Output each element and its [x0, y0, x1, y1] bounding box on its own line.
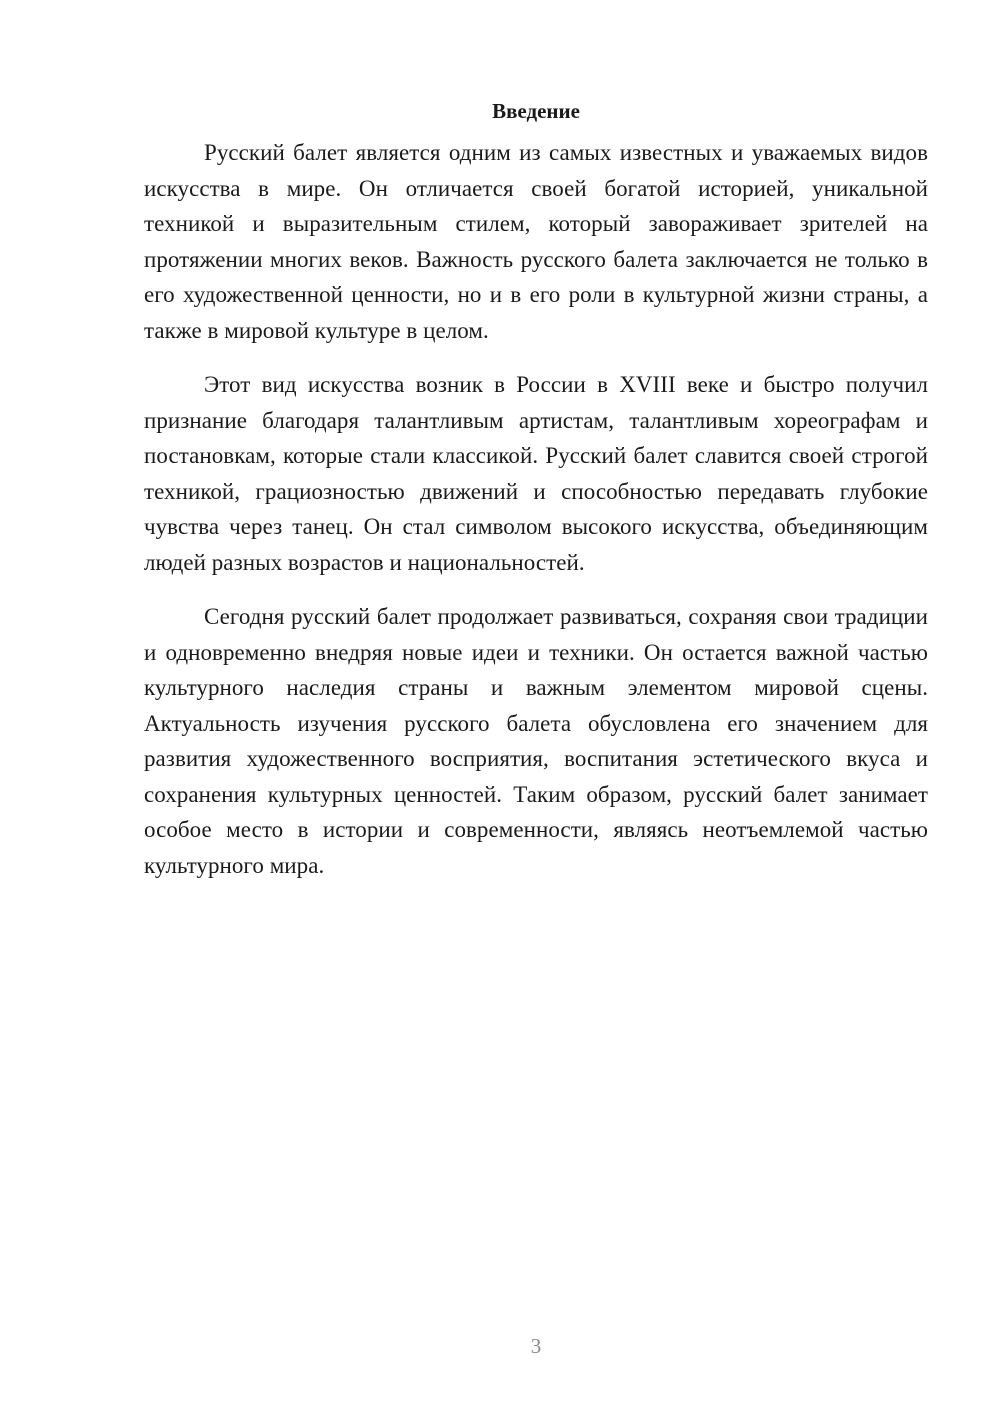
paragraph-1: Русский балет является одним из самых известных и уважаемых видов искусства в мире. Он отличается своей богатой историей, уникальной техникой и выразительным стилем, который завораживает зрителей на протяжении многих веков. Важность русского балета заключается не только в его художественной ценности, но и в его роли в культурной жизни страны, а также в мировой культуре в целом.: [144, 140, 928, 343]
paragraph-3: Сегодня русский балет продолжает развиваться, сохраняя свои традиции и одновременно внедряя новые идеи и техники. Он остается важной частью культурного наследия страны и важным элементом мировой сцены. Актуальность изучения русского балета обусловлена его значением для развития художественного восприятия, воспитания эстетического вкуса и сохранения культурных ценностей. Таким образом, русский балет занимает особое место в истории и современности, являясь неотъемлемой частью культурного мира.: [144, 604, 928, 878]
page-number: 3: [530, 1334, 542, 1358]
section-title: Введение: [492, 99, 580, 123]
page-content: [144, 96, 928, 883]
paragraph-2: Этот вид искусства возник в России в XVIII веке и быстро получил признание благодаря талантливым артистам, талантливым хореографам и постановкам, которые стали классикой. Русский балет славится своей строгой техникой, грациозностью движений и способностью передавать глубокие чувства через танец. Он стал символом высокого искусства, объединяющим людей разных возрастов и национальностей.: [144, 372, 928, 575]
